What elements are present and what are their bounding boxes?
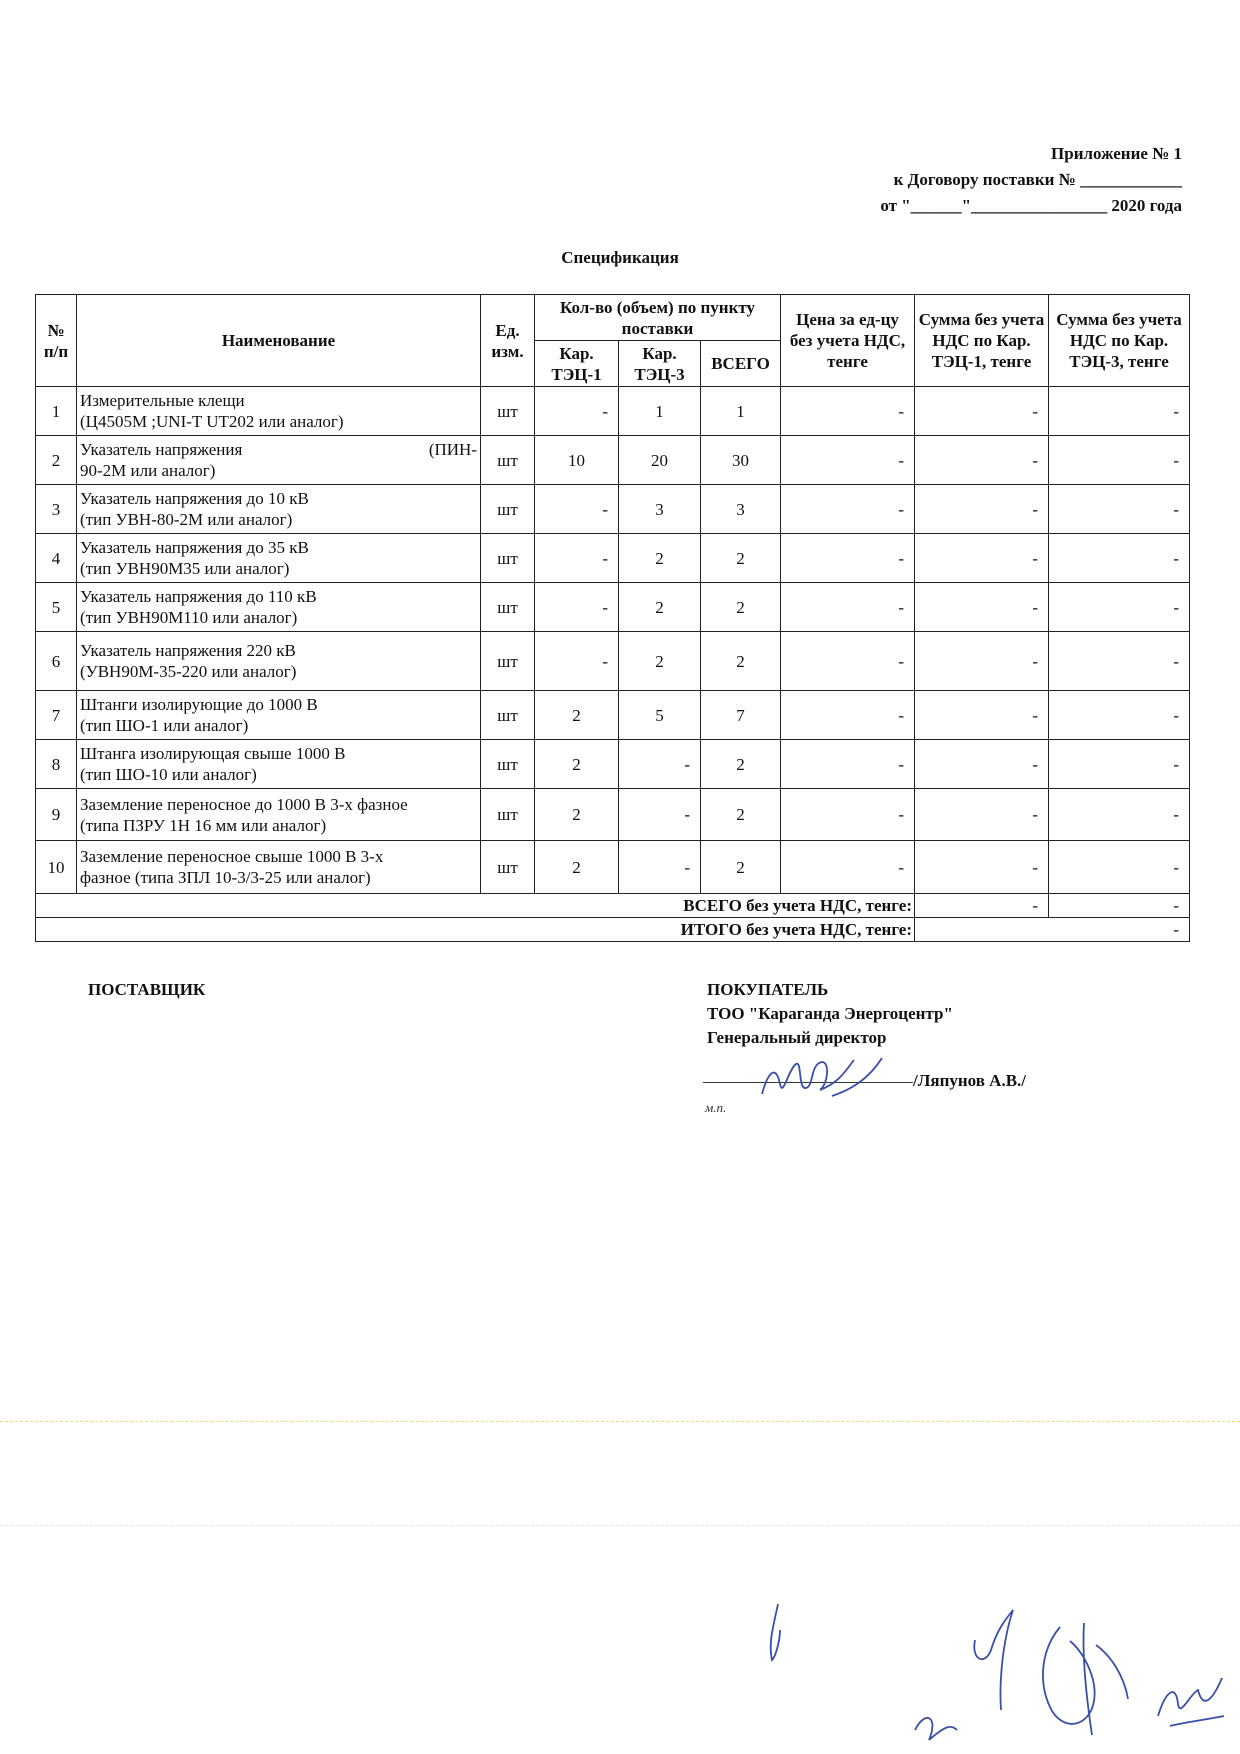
row-qty-tec3: 5 bbox=[619, 691, 701, 740]
row-unit: шт bbox=[481, 632, 535, 691]
row-price: - bbox=[781, 740, 915, 789]
row-qty-tec1: - bbox=[535, 583, 619, 632]
row-price: - bbox=[781, 534, 915, 583]
row-name-line1: Измерительные клещи bbox=[80, 391, 245, 410]
row-sum-tec3: - bbox=[1049, 436, 1190, 485]
row-name-line1: Указатель напряжения до 10 кВ bbox=[80, 489, 309, 508]
row-qty-tec3: 2 bbox=[619, 534, 701, 583]
row-qty-total: 2 bbox=[701, 740, 781, 789]
row-name bbox=[77, 841, 481, 894]
row-unit: шт bbox=[481, 691, 535, 740]
signatory-name: /Ляпунов А.В./ bbox=[913, 1071, 1027, 1090]
row-name-line2: 90-2М или аналог) bbox=[80, 461, 216, 480]
row-qty-tec3: - bbox=[619, 841, 701, 894]
row-name-line1 bbox=[80, 439, 477, 460]
row-qty-total: 2 bbox=[701, 534, 781, 583]
table-row bbox=[36, 534, 1190, 583]
row-qty-total: 2 bbox=[701, 841, 781, 894]
row-unit: шт bbox=[481, 583, 535, 632]
row-sum-tec1: - bbox=[915, 485, 1049, 534]
row-qty-total: 3 bbox=[701, 485, 781, 534]
row-qty-tec1: 2 bbox=[535, 740, 619, 789]
row-name-line2: (тип УВН-80-2М или аналог) bbox=[80, 510, 293, 529]
row-unit: шт bbox=[481, 387, 535, 436]
row-name-line2: (типа ПЗРУ 1Н 16 мм или аналог) bbox=[80, 815, 327, 835]
row-qty-total: 30 bbox=[701, 436, 781, 485]
row-unit: шт bbox=[481, 789, 535, 841]
row-sum-tec3: - bbox=[1049, 789, 1190, 841]
row-name-line1: Указатель напряжения до 35 кВ bbox=[80, 538, 309, 557]
row-unit: шт bbox=[481, 534, 535, 583]
row-name-line2: (тип ШО-10 или аналог) bbox=[80, 765, 257, 784]
row-name-line2: фазное (типа ЗПЛ 10-3/3-25 или аналог) bbox=[80, 868, 371, 887]
row-sum-tec3: - bbox=[1049, 740, 1190, 789]
row-name bbox=[77, 583, 481, 632]
row-sum-tec3: - bbox=[1049, 485, 1190, 534]
specification-table bbox=[35, 294, 1190, 942]
header-qty-group: Кол-во (объем) по пункту поставки bbox=[535, 295, 781, 341]
row-name-line2: (тип УВН90М35 или аналог) bbox=[80, 559, 290, 578]
row-name-line1: Указатель напряжения до 110 кВ bbox=[80, 587, 317, 606]
row-qty-tec1: 2 bbox=[535, 841, 619, 894]
page-title: Спецификация bbox=[561, 248, 679, 267]
row-name bbox=[77, 632, 481, 691]
row-name-line2: (тип УВН90М110 или аналог) bbox=[80, 608, 298, 627]
row-num: 9 bbox=[36, 789, 77, 841]
row-qty-tec3: - bbox=[619, 740, 701, 789]
row-price: - bbox=[781, 691, 915, 740]
stamp-place-label: м.п. bbox=[705, 1100, 727, 1115]
row-sum-tec1: - bbox=[915, 789, 1049, 841]
row-qty-tec3: 2 bbox=[619, 632, 701, 691]
header-qty-tec3: Кар. ТЭЦ-3 bbox=[619, 341, 701, 387]
row-num: 3 bbox=[36, 485, 77, 534]
table-row bbox=[36, 789, 1190, 841]
row-sum-tec3: - bbox=[1049, 534, 1190, 583]
row-price: - bbox=[781, 485, 915, 534]
row-qty-tec3: - bbox=[619, 789, 701, 841]
row-qty-total: 7 bbox=[701, 691, 781, 740]
contract-reference: к Договору поставки № ____________ bbox=[893, 170, 1182, 189]
header-sum-tec3: Сумма без учета НДС по Кар. ТЭЦ-3, тенге bbox=[1049, 295, 1190, 387]
row-unit: шт bbox=[481, 485, 535, 534]
row-qty-total: 2 bbox=[701, 583, 781, 632]
row-sum-tec1: - bbox=[915, 387, 1049, 436]
row-name bbox=[77, 740, 481, 789]
row-sum-tec3: - bbox=[1049, 387, 1190, 436]
header-price: Цена за ед-цу без учета НДС, тенге bbox=[781, 295, 915, 387]
row-name bbox=[77, 789, 481, 841]
row-sum-tec3: - bbox=[1049, 583, 1190, 632]
row-price: - bbox=[781, 789, 915, 841]
row-qty-total: 2 bbox=[701, 632, 781, 691]
row-sum-tec1: - bbox=[915, 436, 1049, 485]
row-sum-tec3: - bbox=[1049, 691, 1190, 740]
table-row bbox=[36, 485, 1190, 534]
row-name-line2: (Ц4505М ;UNI-T UT202 или аналог) bbox=[80, 412, 344, 431]
row-name-line1: Указатель напряжения 220 кВ bbox=[80, 641, 296, 660]
row-num: 8 bbox=[36, 740, 77, 789]
row-sum-tec1: - bbox=[915, 632, 1049, 691]
table-row bbox=[36, 691, 1190, 740]
table-row bbox=[36, 583, 1190, 632]
row-num: 1 bbox=[36, 387, 77, 436]
row-name-line1: Заземление переносное свыше 1000 В 3-х bbox=[80, 847, 384, 866]
row-name-line1-right: (ПИН- bbox=[428, 440, 477, 459]
buyer-label: ПОКУПАТЕЛЬ bbox=[707, 980, 829, 999]
header-name: Наименование bbox=[77, 295, 481, 387]
row-qty-total: 2 bbox=[701, 789, 781, 841]
row-sum-tec1: - bbox=[915, 841, 1049, 894]
row-sum-tec1: - bbox=[915, 534, 1049, 583]
row-qty-tec1: - bbox=[535, 632, 619, 691]
buyer-organization: ТОО "Караганда Энергоцентр" bbox=[707, 1004, 953, 1023]
row-qty-tec1: - bbox=[535, 534, 619, 583]
row-qty-tec1: - bbox=[535, 387, 619, 436]
table-row bbox=[36, 436, 1190, 485]
row-name bbox=[77, 485, 481, 534]
appendix-label: Приложение № 1 bbox=[1051, 144, 1182, 163]
header-sum-tec1: Сумма без учета НДС по Кар. ТЭЦ-1, тенге bbox=[915, 295, 1049, 387]
table-row bbox=[36, 387, 1190, 436]
row-price: - bbox=[781, 387, 915, 436]
header-qty-total: ВСЕГО bbox=[701, 341, 781, 387]
header-num: № п/п bbox=[36, 295, 77, 387]
initial-mark-2-icon bbox=[905, 1600, 1035, 1750]
subtotal-row bbox=[36, 894, 1190, 918]
row-name-line1: Заземление переносное до 1000 В 3-х фазное bbox=[80, 794, 408, 814]
row-name bbox=[77, 534, 481, 583]
header-unit: Ед. изм. bbox=[481, 295, 535, 387]
grand-total-label: ИТОГО без учета НДС, тенге: bbox=[36, 918, 915, 942]
row-sum-tec1: - bbox=[915, 583, 1049, 632]
row-sum-tec3: - bbox=[1049, 632, 1190, 691]
row-qty-tec3: 2 bbox=[619, 583, 701, 632]
row-sum-tec1: - bbox=[915, 691, 1049, 740]
row-qty-tec1: 2 bbox=[535, 789, 619, 841]
initial-mark-3-icon bbox=[1030, 1615, 1140, 1750]
row-num: 5 bbox=[36, 583, 77, 632]
row-qty-tec1: - bbox=[535, 485, 619, 534]
gray-divider bbox=[0, 1525, 1240, 1526]
row-unit: шт bbox=[481, 841, 535, 894]
director-signature-icon bbox=[750, 1050, 890, 1110]
row-price: - bbox=[781, 632, 915, 691]
row-sum-tec1: - bbox=[915, 740, 1049, 789]
row-name bbox=[77, 436, 481, 485]
table-row bbox=[36, 841, 1190, 894]
buyer-position: Генеральный директор bbox=[707, 1028, 887, 1047]
row-name-line2: (УВН90М-35-220 или аналог) bbox=[80, 662, 297, 681]
row-num: 7 bbox=[36, 691, 77, 740]
row-name-line1: Штанга изолирующая свыше 1000 В bbox=[80, 744, 346, 763]
row-sum-tec3: - bbox=[1049, 841, 1190, 894]
yellow-divider bbox=[0, 1421, 1240, 1422]
initial-mark-1-icon bbox=[750, 1600, 810, 1670]
grand-total-row bbox=[36, 918, 1190, 942]
row-unit: шт bbox=[481, 740, 535, 789]
row-num: 10 bbox=[36, 841, 77, 894]
subtotal-sum-tec1: - bbox=[915, 894, 1049, 918]
row-unit: шт bbox=[481, 436, 535, 485]
row-qty-total: 1 bbox=[701, 387, 781, 436]
row-name bbox=[77, 387, 481, 436]
row-name-line1: Штанги изолирующие до 1000 В bbox=[80, 695, 318, 714]
row-num: 4 bbox=[36, 534, 77, 583]
row-num: 2 bbox=[36, 436, 77, 485]
contract-date: от "______"________________ 2020 года bbox=[880, 196, 1182, 215]
row-num: 6 bbox=[36, 632, 77, 691]
row-qty-tec3: 20 bbox=[619, 436, 701, 485]
header-qty-tec1: Кар. ТЭЦ-1 bbox=[535, 341, 619, 387]
row-price: - bbox=[781, 583, 915, 632]
grand-total-value: - bbox=[915, 918, 1190, 942]
row-qty-tec1: 10 bbox=[535, 436, 619, 485]
row-qty-tec3: 3 bbox=[619, 485, 701, 534]
row-name bbox=[77, 691, 481, 740]
subtotal-sum-tec3: - bbox=[1049, 894, 1190, 918]
row-name-line2: (тип ШО-1 или аналог) bbox=[80, 716, 249, 735]
row-qty-tec1: 2 bbox=[535, 691, 619, 740]
table-row bbox=[36, 632, 1190, 691]
row-name-line1-left: Указатель напряжения bbox=[80, 440, 243, 459]
supplier-label: ПОСТАВЩИК bbox=[88, 980, 206, 999]
table-row bbox=[36, 740, 1190, 789]
row-qty-tec3: 1 bbox=[619, 387, 701, 436]
initial-mark-4-icon bbox=[1150, 1660, 1230, 1740]
row-price: - bbox=[781, 841, 915, 894]
subtotal-label: ВСЕГО без учета НДС, тенге: bbox=[36, 894, 915, 918]
row-price: - bbox=[781, 436, 915, 485]
